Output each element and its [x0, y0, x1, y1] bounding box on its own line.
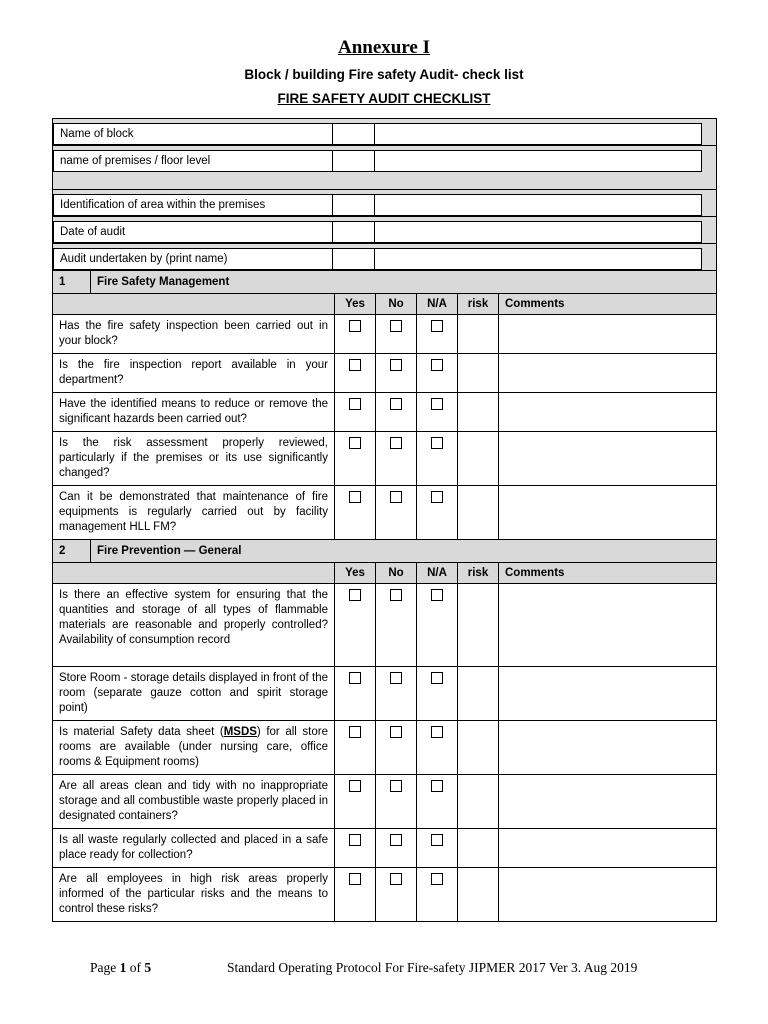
no-checkbox[interactable]: [390, 780, 402, 792]
na-checkbox[interactable]: [431, 320, 443, 332]
col-no: No: [376, 563, 417, 584]
comments-cell[interactable]: [499, 432, 717, 486]
question-text: Are all employees in high risk areas properly informed of the particular risks and the means to control these risks?: [53, 868, 335, 922]
question-row: [53, 829, 717, 868]
info-mid-cell[interactable]: [333, 222, 375, 242]
info-row: [53, 146, 717, 190]
na-checkbox[interactable]: [431, 437, 443, 449]
no-checkbox[interactable]: [390, 359, 402, 371]
no-checkbox[interactable]: [390, 873, 402, 885]
question-row: [53, 393, 717, 432]
info-row: [53, 244, 717, 271]
question-row: [53, 775, 717, 829]
comments-cell[interactable]: [499, 868, 717, 922]
na-checkbox[interactable]: [431, 726, 443, 738]
comments-cell[interactable]: [499, 486, 717, 540]
info-label: Date of audit: [54, 222, 333, 242]
info-row: [53, 217, 717, 244]
col-na: N/A: [417, 563, 458, 584]
col-risk: risk: [458, 563, 499, 584]
section-header: [53, 540, 717, 563]
yes-checkbox[interactable]: [349, 672, 361, 684]
checklist-title: FIRE SAFETY AUDIT CHECKLIST: [277, 91, 491, 106]
question-row: [53, 584, 717, 667]
yes-checkbox[interactable]: [349, 398, 361, 410]
question-row: [53, 868, 717, 922]
col-na: N/A: [417, 294, 458, 315]
col-comments: Comments: [499, 294, 717, 315]
column-header-row: [53, 563, 717, 584]
yes-checkbox[interactable]: [349, 491, 361, 503]
question-text: Is the risk assessment properly reviewed, particularly if the premises or its use significantly changed?: [53, 432, 335, 486]
blank-header: [53, 563, 335, 584]
col-comments: Comments: [499, 563, 717, 584]
checklist-subtitle: Block / building Fire safety Audit- check list: [244, 67, 524, 82]
risk-cell[interactable]: [458, 486, 499, 540]
na-checkbox[interactable]: [431, 780, 443, 792]
yes-checkbox[interactable]: [349, 726, 361, 738]
yes-checkbox[interactable]: [349, 359, 361, 371]
blank-header: [53, 294, 335, 315]
no-checkbox[interactable]: [390, 437, 402, 449]
section-header: [53, 271, 717, 294]
comments-cell[interactable]: [499, 584, 717, 667]
document-reference: Standard Operating Protocol For Fire-safety JIPMER 2017 Ver 3. Aug 2019: [227, 960, 638, 975]
risk-cell[interactable]: [458, 315, 499, 354]
comments-cell[interactable]: [499, 775, 717, 829]
comments-cell[interactable]: [499, 829, 717, 868]
info-row: [53, 119, 717, 146]
na-checkbox[interactable]: [431, 398, 443, 410]
yes-checkbox[interactable]: [349, 780, 361, 792]
info-value-field[interactable]: [375, 249, 701, 269]
no-checkbox[interactable]: [390, 834, 402, 846]
risk-cell[interactable]: [458, 393, 499, 432]
no-checkbox[interactable]: [390, 726, 402, 738]
yes-checkbox[interactable]: [349, 873, 361, 885]
question-text: Have the identified means to reduce or remove the significant hazards been carried out?: [53, 393, 335, 432]
info-value-field[interactable]: [375, 195, 701, 215]
no-checkbox[interactable]: [390, 589, 402, 601]
page-number: Page 1 of 5: [90, 960, 152, 975]
question-text: Store Room - storage details displayed in front of the room (separate gauze cotton and spirit storage point): [53, 667, 335, 721]
info-value-field[interactable]: [375, 124, 701, 144]
na-checkbox[interactable]: [431, 672, 443, 684]
comments-cell[interactable]: [499, 721, 717, 775]
info-label: Audit undertaken by (print name): [54, 249, 333, 269]
comments-cell[interactable]: [499, 315, 717, 354]
info-row: [53, 190, 717, 217]
risk-cell[interactable]: [458, 868, 499, 922]
no-checkbox[interactable]: [390, 398, 402, 410]
na-checkbox[interactable]: [431, 491, 443, 503]
question-text: Is material Safety data sheet (MSDS) for all store rooms are available (under nursing care, office rooms & Equipment rooms): [53, 721, 335, 775]
info-value-field[interactable]: [375, 222, 701, 242]
risk-cell[interactable]: [458, 775, 499, 829]
info-label: Identification of area within the premises: [54, 195, 333, 215]
no-checkbox[interactable]: [390, 672, 402, 684]
risk-cell[interactable]: [458, 667, 499, 721]
col-yes: Yes: [335, 563, 376, 584]
info-mid-cell[interactable]: [333, 195, 375, 215]
risk-cell[interactable]: [458, 584, 499, 667]
col-yes: Yes: [335, 294, 376, 315]
yes-checkbox[interactable]: [349, 320, 361, 332]
question-text: Has the fire safety inspection been carried out in your block?: [53, 315, 335, 354]
section-title: Fire Prevention — General: [97, 545, 242, 557]
risk-cell[interactable]: [458, 721, 499, 775]
risk-cell[interactable]: [458, 354, 499, 393]
na-checkbox[interactable]: [431, 873, 443, 885]
question-row: [53, 432, 717, 486]
info-mid-cell[interactable]: [333, 151, 375, 171]
yes-checkbox[interactable]: [349, 437, 361, 449]
question-text: Are all areas clean and tidy with no inappropriate storage and all combustible waste properly placed in designated containers?: [53, 775, 335, 829]
no-checkbox[interactable]: [390, 491, 402, 503]
info-mid-cell[interactable]: [333, 124, 375, 144]
question-text: Can it be demonstrated that maintenance of fire equipments is regularly carried out by facility management HLL FM?: [53, 486, 335, 540]
comments-cell[interactable]: [499, 354, 717, 393]
risk-cell[interactable]: [458, 432, 499, 486]
comments-cell[interactable]: [499, 393, 717, 432]
info-value-field[interactable]: [375, 151, 701, 171]
info-mid-cell[interactable]: [333, 249, 375, 269]
column-header-row: [53, 294, 717, 315]
na-checkbox[interactable]: [431, 359, 443, 371]
yes-checkbox[interactable]: [349, 834, 361, 846]
annexure-title: Annexure I: [337, 37, 431, 58]
question-text: Is all waste regularly collected and placed in a safe place ready for collection?: [53, 829, 335, 868]
section-number: 1: [53, 271, 91, 293]
info-label: Name of block: [54, 124, 333, 144]
na-checkbox[interactable]: [431, 834, 443, 846]
question-row: [53, 721, 717, 775]
question-row: [53, 667, 717, 721]
question-row: [53, 315, 717, 354]
question-row: [53, 354, 717, 393]
section-number: 2: [53, 540, 91, 562]
risk-cell[interactable]: [458, 829, 499, 868]
audit-checklist-table: [52, 118, 717, 922]
no-checkbox[interactable]: [390, 320, 402, 332]
col-no: No: [376, 294, 417, 315]
yes-checkbox[interactable]: [349, 589, 361, 601]
col-risk: risk: [458, 294, 499, 315]
na-checkbox[interactable]: [431, 589, 443, 601]
section-title: Fire Safety Management: [97, 276, 230, 288]
info-label: name of premises / floor level: [54, 151, 333, 171]
question-text: Is there an effective system for ensuring that the quantities and storage of all types of flammable materials are reasonable and properly controlled? Availability of consumption record: [53, 584, 335, 667]
question-text: Is the fire inspection report available in your department?: [53, 354, 335, 393]
question-row: [53, 486, 717, 540]
comments-cell[interactable]: [499, 667, 717, 721]
